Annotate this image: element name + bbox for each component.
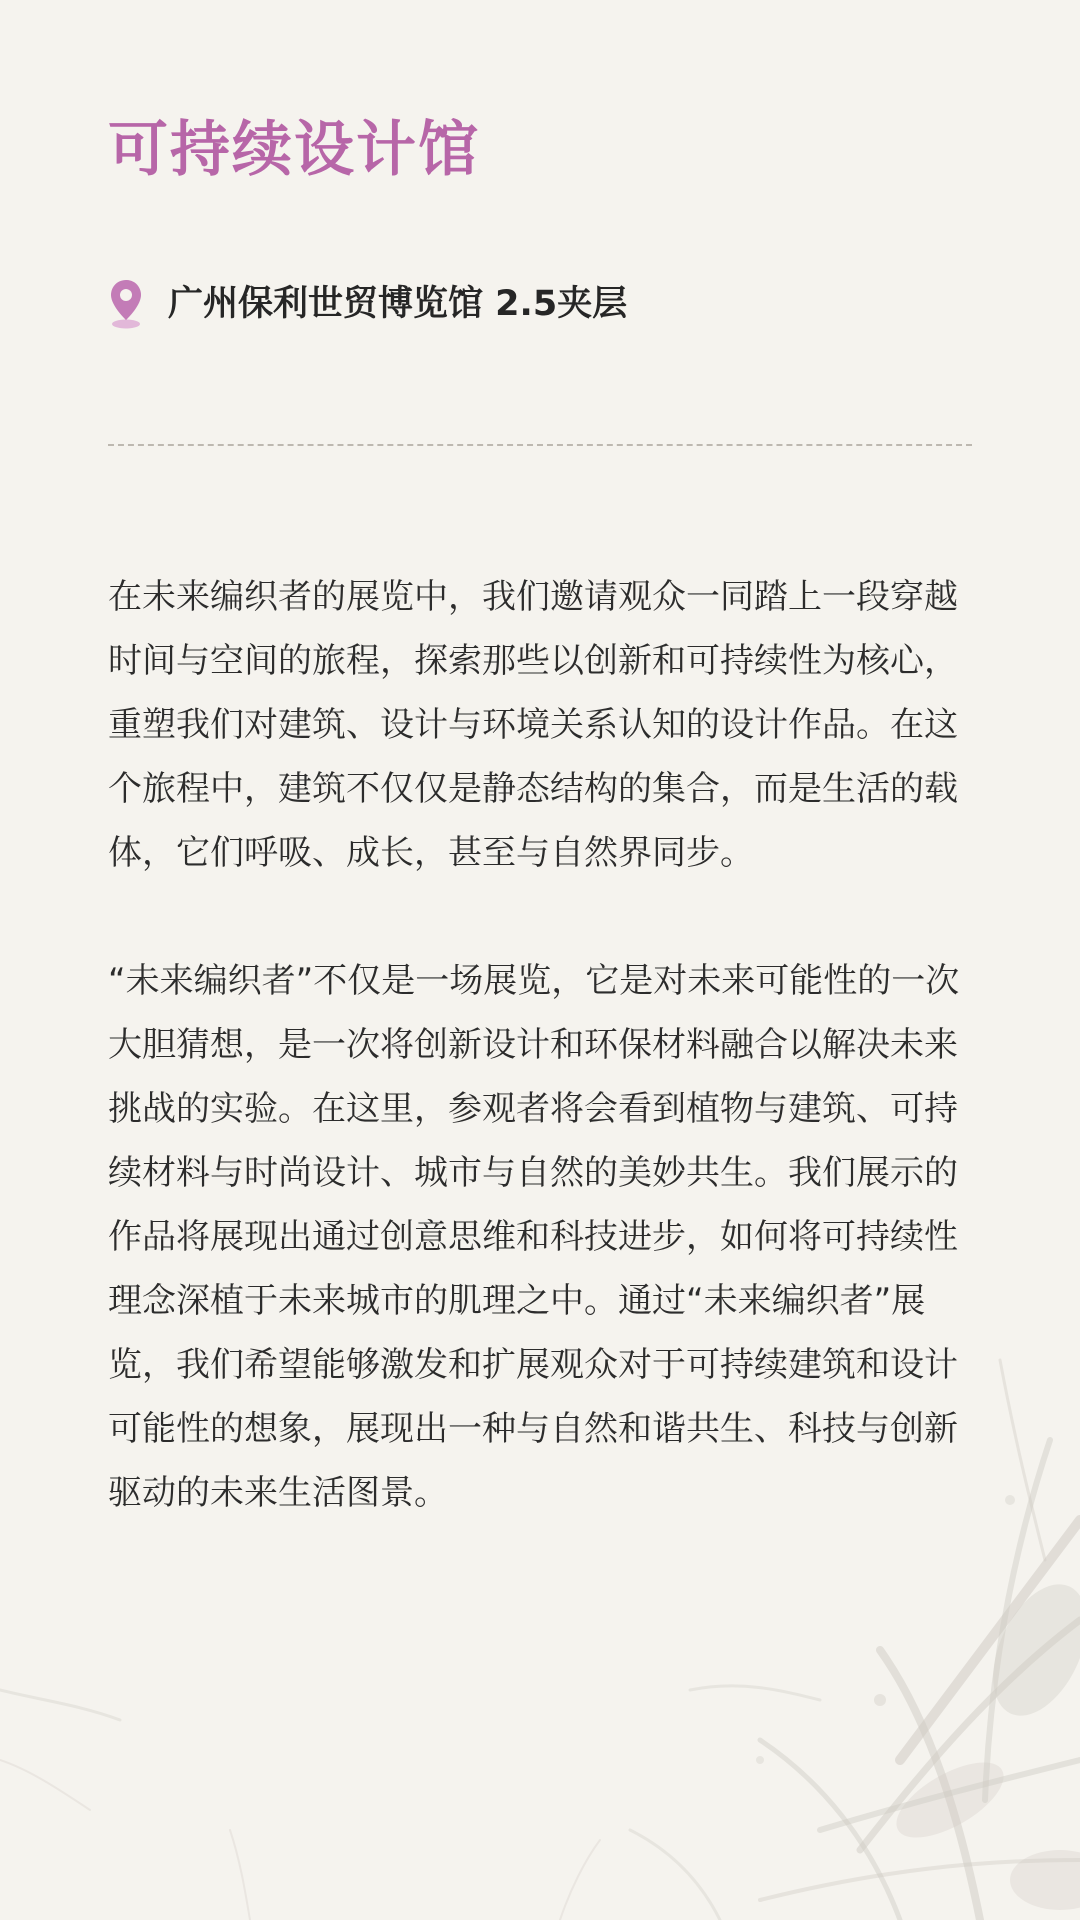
map-pin-icon xyxy=(108,278,144,330)
page-title: 可持续设计馆 xyxy=(108,115,480,185)
dashed-divider xyxy=(108,444,972,446)
location-row xyxy=(108,278,627,330)
paragraph-2: “未来编织者”不仅是一场展览，它是对未来可能性的一次大胆猜想，是一次将创新设计和环保材料融合以解决未来挑战的实验。在这里，参观者将会看到植物与建筑、可持续材料与时尚设计、城市与自然的美妙共生。我们展示的作品将展现出通过创意思维和科技进步，如何将可持续性理念深植于未来城市的肌理之中。通过“未来编织者”展览，我们希望能够激发和扩展观众对于可持续建筑和设计可能性的想象，展现出一种与自然和谐共生、科技与创新驱动的未来生活图景。 xyxy=(108,961,960,1513)
paragraph-1: 在未来编织者的展览中，我们邀请观众一同踏上一段穿越时间与空间的旅程，探索那些以创新和可持续性为核心，重塑我们对建筑、设计与环境关系认知的设计作品。在这个旅程中，建筑不仅仅是静态结构的集合，而是生活的载体，它们呼吸、成长，甚至与自然界同步。 xyxy=(108,577,958,873)
location-text: 广州保利世贸博览馆 2.5夹层 xyxy=(168,284,628,324)
description xyxy=(108,565,983,1525)
